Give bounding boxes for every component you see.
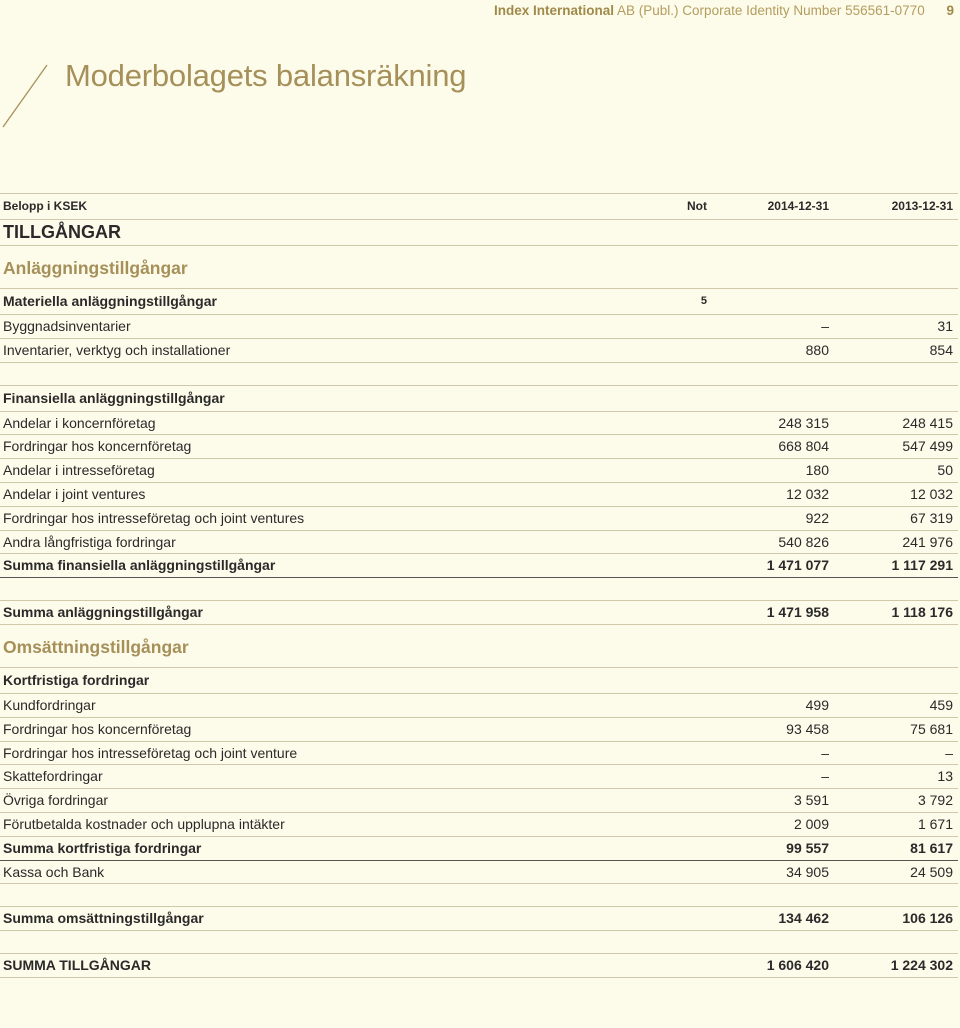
row-value-current (712, 667, 834, 693)
row-label (0, 362, 640, 385)
row-value-current: 3 591 (712, 789, 834, 813)
row-value-current (712, 931, 834, 954)
table-row-gap (0, 362, 958, 385)
table-row-item (0, 530, 958, 554)
row-label: TILLGÅNGAR (0, 220, 640, 246)
row-value-current (712, 884, 834, 907)
row-value-current: 1 606 420 (712, 954, 834, 978)
row-value-prior: 241 976 (834, 530, 958, 554)
table-row-total (0, 954, 958, 978)
table-row-item (0, 459, 958, 483)
row-value-prior (834, 362, 958, 385)
table-row-gap (0, 931, 958, 954)
column-header-label: Belopp i KSEK (0, 194, 640, 220)
row-value-current (712, 578, 834, 601)
row-value-current: 99 557 (712, 836, 834, 860)
table-row-sum (0, 836, 958, 860)
table-row-item (0, 482, 958, 506)
row-note (640, 385, 712, 411)
table-row-gap (0, 884, 958, 907)
row-label: Andelar i joint ventures (0, 482, 640, 506)
decorative-slash-icon (0, 62, 50, 130)
table-row-item (0, 812, 958, 836)
row-value-prior: 24 509 (834, 860, 958, 884)
table-row-section (0, 624, 958, 667)
row-note (640, 578, 712, 601)
row-label: Fordringar hos koncernföretag (0, 717, 640, 741)
table-row-item (0, 741, 958, 765)
table-row-sub (0, 385, 958, 411)
row-value-prior: 854 (834, 338, 958, 362)
row-label: Summa finansiella anläggningstillgångar (0, 554, 640, 578)
table-row-item (0, 338, 958, 362)
row-value-current: 12 032 (712, 482, 834, 506)
row-value-prior (834, 578, 958, 601)
row-value-prior: 1 224 302 (834, 954, 958, 978)
row-label (0, 931, 640, 954)
table-row-item (0, 860, 958, 884)
row-value-current (712, 220, 834, 246)
page-header (494, 3, 954, 18)
row-label: Andra långfristiga fordringar (0, 530, 640, 554)
row-label: Skattefordringar (0, 765, 640, 789)
row-value-current: 134 462 (712, 907, 834, 931)
row-value-prior: 81 617 (834, 836, 958, 860)
row-value-prior: 248 415 (834, 411, 958, 435)
table-row-item (0, 315, 958, 339)
table-row-item (0, 765, 958, 789)
row-label: Materiella anläggningstillgångar (0, 289, 640, 315)
row-value-prior (834, 884, 958, 907)
row-value-prior: 13 (834, 765, 958, 789)
row-note (640, 954, 712, 978)
row-value-current: 34 905 (712, 860, 834, 884)
table-row-total (0, 601, 958, 625)
row-value-prior (834, 289, 958, 315)
balance-sheet-table (0, 193, 958, 978)
row-note (640, 506, 712, 530)
row-value-prior: 67 319 (834, 506, 958, 530)
row-value-current: 668 804 (712, 435, 834, 459)
row-label: Andelar i koncernföretag (0, 411, 640, 435)
row-value-current (712, 289, 834, 315)
row-note (640, 789, 712, 813)
company-name: Index International (493, 3, 615, 18)
row-note (640, 693, 712, 717)
row-value-current (712, 246, 834, 289)
row-note (640, 315, 712, 339)
table-row-main (0, 220, 958, 246)
row-label: Byggnadsinventarier (0, 315, 640, 339)
row-label: Övriga fordringar (0, 789, 640, 813)
row-value-prior: 459 (834, 693, 958, 717)
row-label: Summa anläggningstillgångar (0, 601, 640, 625)
row-value-current: – (712, 315, 834, 339)
row-note (640, 884, 712, 907)
row-label: Omsättningstillgångar (0, 624, 640, 667)
row-note (640, 362, 712, 385)
row-value-prior: 75 681 (834, 717, 958, 741)
row-value-current: 2 009 (712, 812, 834, 836)
row-value-prior: 12 032 (834, 482, 958, 506)
row-label: Kassa och Bank (0, 860, 640, 884)
row-value-current: 540 826 (712, 530, 834, 554)
column-header-current: 2014-12-31 (712, 194, 834, 220)
row-label: Förutbetalda kostnader och upplupna intäkter (0, 812, 640, 836)
row-note (640, 338, 712, 362)
table-row-sub (0, 289, 958, 315)
row-label: Anläggningstillgångar (0, 246, 640, 289)
row-value-prior (834, 220, 958, 246)
row-value-current: 880 (712, 338, 834, 362)
table-row-item (0, 435, 958, 459)
row-note (640, 765, 712, 789)
row-value-prior: – (834, 741, 958, 765)
row-value-prior (834, 624, 958, 667)
page-number: 9 (946, 3, 954, 18)
row-label: SUMMA TILLGÅNGAR (0, 954, 640, 978)
table-row-item (0, 789, 958, 813)
row-value-prior (834, 246, 958, 289)
row-note (640, 717, 712, 741)
row-label (0, 884, 640, 907)
column-header-note: Not (640, 194, 712, 220)
table-row-gap (0, 578, 958, 601)
row-note (640, 624, 712, 667)
row-value-current: 180 (712, 459, 834, 483)
row-value-current (712, 362, 834, 385)
row-value-prior: 106 126 (834, 907, 958, 931)
row-value-current: – (712, 765, 834, 789)
row-label: Inventarier, verktyg och installationer (0, 338, 640, 362)
table-row-total (0, 907, 958, 931)
table-row-sum (0, 554, 958, 578)
row-label: Andelar i intresseföretag (0, 459, 640, 483)
row-label: Kundfordringar (0, 693, 640, 717)
row-note (640, 530, 712, 554)
row-note (640, 860, 712, 884)
row-note (640, 931, 712, 954)
row-note (640, 411, 712, 435)
row-value-prior: 31 (834, 315, 958, 339)
row-value-prior (834, 385, 958, 411)
row-value-current (712, 385, 834, 411)
row-value-current: 1 471 958 (712, 601, 834, 625)
row-value-prior (834, 931, 958, 954)
balance-sheet-body (0, 194, 958, 978)
table-row-sub (0, 667, 958, 693)
row-note (640, 812, 712, 836)
row-value-current: 922 (712, 506, 834, 530)
row-label: Fordringar hos koncernföretag (0, 435, 640, 459)
row-note (640, 836, 712, 860)
table-row-section (0, 246, 958, 289)
row-value-prior: 50 (834, 459, 958, 483)
row-value-current: 93 458 (712, 717, 834, 741)
row-label: Kortfristiga fordringar (0, 667, 640, 693)
row-note (640, 220, 712, 246)
page-title: Moderbolagets balansräkning (65, 58, 467, 93)
row-label (0, 578, 640, 601)
row-value-prior: 1 117 291 (834, 554, 958, 578)
row-note (640, 554, 712, 578)
row-value-prior: 547 499 (834, 435, 958, 459)
table-row-item (0, 717, 958, 741)
row-label: Finansiella anläggningstillgångar (0, 385, 640, 411)
row-value-current: 499 (712, 693, 834, 717)
row-note (640, 741, 712, 765)
row-note (640, 435, 712, 459)
column-header-prior: 2013-12-31 (834, 194, 958, 220)
row-note (640, 482, 712, 506)
row-value-current: 248 315 (712, 411, 834, 435)
row-note (640, 667, 712, 693)
column-header-row (0, 194, 958, 220)
table-row-item (0, 411, 958, 435)
table-row-item (0, 506, 958, 530)
row-note (640, 459, 712, 483)
row-label: Summa kortfristiga fordringar (0, 836, 640, 860)
row-value-current: 1 471 077 (712, 554, 834, 578)
row-label: Summa omsättningstillgångar (0, 907, 640, 931)
corporate-id: AB (Publ.) Corporate Identity Number 556561-0770 (617, 3, 925, 18)
row-note (640, 601, 712, 625)
row-value-prior: 1 671 (834, 812, 958, 836)
row-note (640, 907, 712, 931)
row-label: Fordringar hos intresseföretag och joint venture (0, 741, 640, 765)
row-label: Fordringar hos intresseföretag och joint ventures (0, 506, 640, 530)
row-value-prior (834, 667, 958, 693)
row-value-current: – (712, 741, 834, 765)
row-note (640, 246, 712, 289)
row-note: 5 (640, 289, 712, 315)
row-value-current (712, 624, 834, 667)
table-row-item (0, 693, 958, 717)
row-value-prior: 1 118 176 (834, 601, 958, 625)
row-value-prior: 3 792 (834, 789, 958, 813)
